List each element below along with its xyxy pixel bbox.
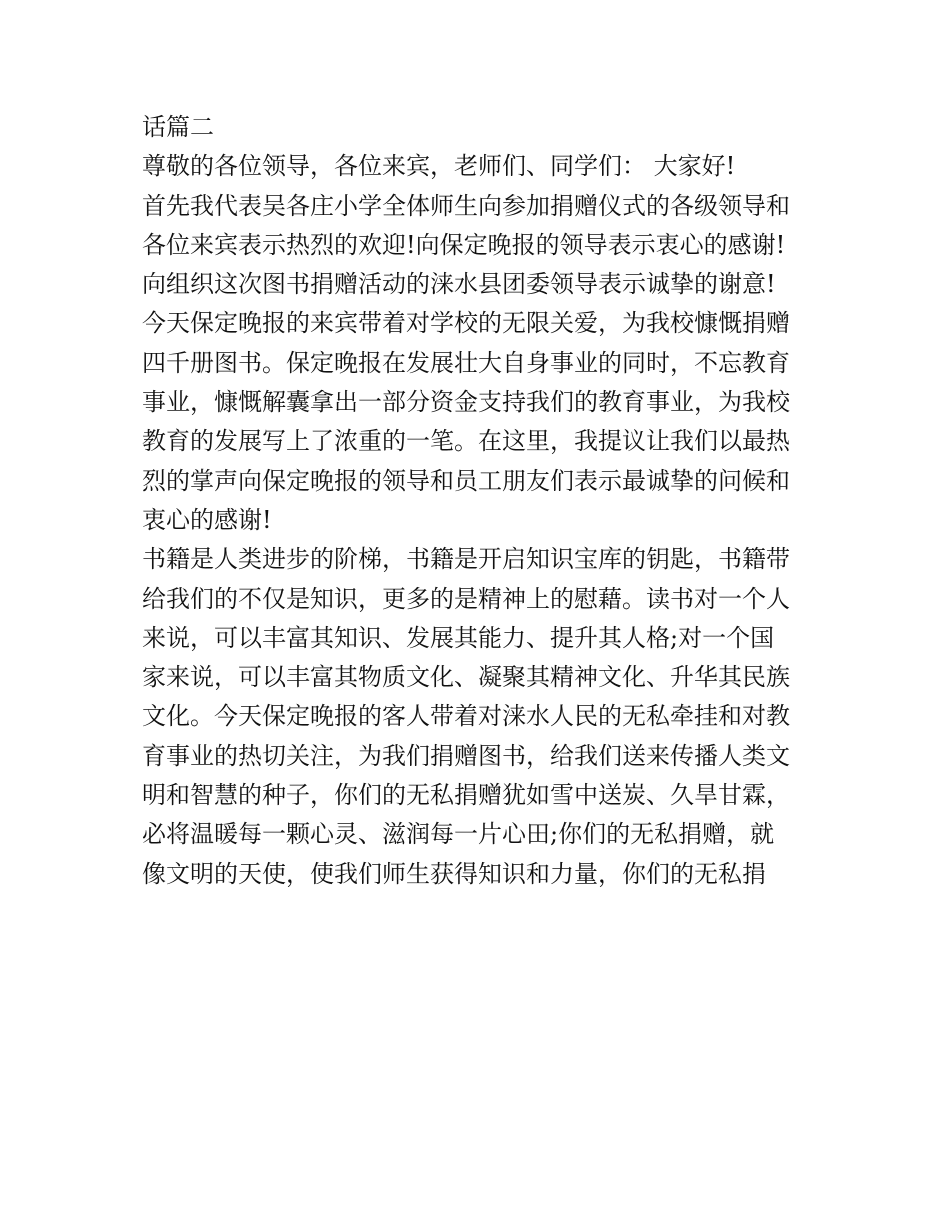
text-line: 各位来宾表示热烈的欢迎!向保定晚报的领导表示衷心的感谢! [142,230,786,259]
text-line: 烈的掌声向保定晚报的领导和员工朋友们表示最诚挚的问候和 [142,466,790,495]
text-line: 向组织这次图书捐赠活动的涞水县团委领导表示诚挚的谢意! [142,270,776,299]
text-line: 事业，慷慨解囊拿出一部分资金支持我们的教育事业，为我校 [142,388,790,417]
text-line: 教育的发展写上了浓重的一笔。在这里，我提议让我们以最热 [142,427,790,456]
text-line: 衷心的感谢! [142,505,272,534]
section-heading: 话篇二 [142,113,214,141]
text-line: 四千册图书。保定晚报在发展壮大自身事业的同时，不忘教育 [142,348,790,377]
text-line: 今天保定晚报的来宾带着对学校的无限关爱，为我校慷慨捐赠 [142,309,790,338]
text-line: 首先我代表吴各庄小学全体师生向参加捐赠仪式的各级领导和 [142,191,790,220]
document-body [142,108,822,894]
text-line: 家来说，可以丰富其物质文化、凝聚其精神文化、升华其民族 [142,663,790,692]
salutation-line: 尊敬的各位领导，各位来宾，老师们、同学们： 大家好! [142,152,736,181]
text-line: 来说，可以丰富其知识、发展其能力、提升其人格;对一个国 [142,623,775,652]
text-line: 必将温暖每一颗心灵、滋润每一片心田;你们的无私捐赠，就 [142,820,775,849]
text-line: 给我们的不仅是知识，更多的是精神上的慰藉。读书对一个人 [142,584,790,613]
text-line: 明和智慧的种子，你们的无私捐赠犹如雪中送炭、久旱甘霖， [142,781,790,810]
text-line: 书籍是人类进步的阶梯，书籍是开启知识宝库的钥匙，书籍带 [142,545,790,574]
text-line: 像文明的天使，使我们师生获得知识和力量，你们的无私捐 [142,859,766,888]
text-line: 育事业的热切关注，为我们捐赠图书，给我们送来传播人类文 [142,741,790,770]
text-line: 文化。今天保定晚报的客人带着对涞水人民的无私牵挂和对教 [142,702,790,731]
